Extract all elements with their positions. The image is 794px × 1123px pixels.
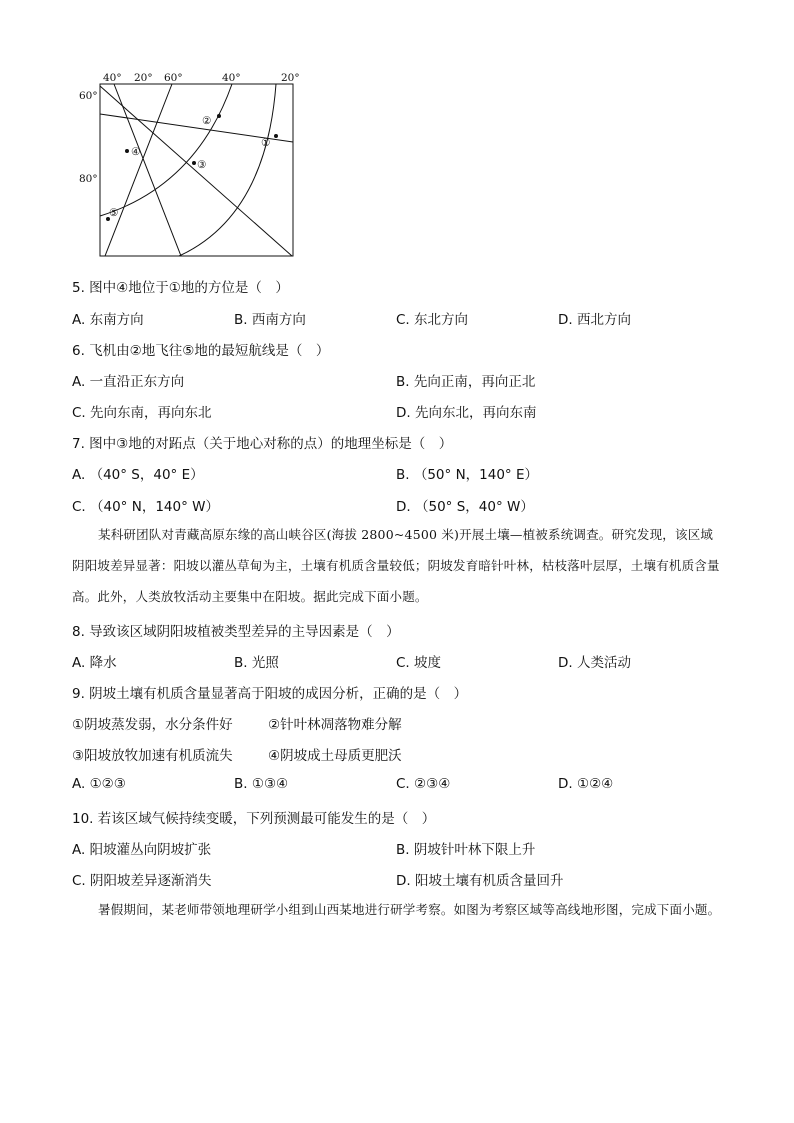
question-8-option-b: B. 光照 [234,655,279,671]
question-5-option-a: A. 东南方向 [72,312,144,328]
question-9-statement-2: ②针叶林凋落物难分解 [268,717,402,733]
question-9-statement-4: ④阴坡成土母质更肥沃 [268,748,402,764]
question-9-option-d: D. ①②④ [558,776,614,792]
point-3-label: ③ [197,159,207,171]
point-4-label: ④ [131,146,141,158]
question-10-stem: 10. 若该区域气候持续变暖，下列预测最可能发生的是（ ） [72,811,436,827]
question-10-option-b: B. 阴坡针叶林下限上升 [396,842,536,858]
meridian-1 [100,86,292,256]
parallel-2 [179,84,276,256]
question-9-option-b: B. ①③④ [234,776,289,792]
question-6-option-b: B. 先向正南，再向正北 [396,374,536,390]
question-9-option-c: C. ②③④ [396,776,451,792]
map-label-left-1: 60° [79,90,98,102]
question-8-option-c: C. 坡度 [396,655,442,671]
question-6-option-a: A. 一直沿正东方向 [72,374,185,390]
meridian-2 [114,84,181,256]
map-label-left-2: 80° [79,173,98,185]
point-5-label: ⑤ [109,207,119,219]
question-10-option-a: A. 阳坡灌丛向阴坡扩张 [72,842,212,858]
question-10-option-c: C. 阴阳坡差异逐渐消失 [72,873,212,889]
question-8-stem: 8. 导致该区域阴阳坡植被类型差异的主导因素是（ ） [72,624,400,640]
question-9-option-a: A. ①②③ [72,776,126,792]
question-10-option-d: D. 阳坡土壤有机质含量回升 [396,873,564,889]
point-2-label: ② [202,115,212,127]
question-7-option-a: A. （40° S，40° E） [72,467,204,483]
question-5-option-c: C. 东北方向 [396,312,469,328]
question-5-option-d: D. 西北方向 [558,312,631,328]
question-6-stem: 6. 飞机由②地飞往⑤地的最短航线是（ ） [72,343,330,359]
question-9-stem: 9. 阴坡土壤有机质含量显著高于阳坡的成因分析，正确的是（ ） [72,686,468,702]
point-2-dot [217,114,221,118]
graticule-map [76,66,306,262]
passage-field-trip: 暑假期间，某老师带领地理研学小组到山西某地进行研学考察。如图为考察区域等高线地形图，完成下面小题。 [98,902,721,917]
question-8-option-d: D. 人类活动 [558,655,631,671]
question-8-option-a: A. 降水 [72,655,117,671]
question-7-option-c: C. （40° N，140° W） [72,499,219,515]
meridian-4 [105,84,172,256]
question-7-option-d: D. （50° S，40° W） [396,499,534,515]
question-9-statement-1: ①阴坡蒸发弱，水分条件好 [72,717,233,733]
question-7-stem: 7. 图中③地的对跖点（关于地心对称的点）的地理坐标是（ ） [72,436,453,452]
point-3-dot [192,161,196,165]
question-6-option-d: D. 先向东北，再向东南 [396,405,537,421]
question-5-stem: 5. 图中④地位于①地的方位是（ ） [72,280,289,296]
map-label-top-2: 20° [134,72,153,84]
passage-soil-vegetation: 某科研团队对青藏高原东缘的高山峡谷区(海拔 2800~4500 米)开展土壤—植被系统调查。研究发现，该区域阴阳坡差异显著：阳坡以灌丛草甸为主，土壤有机质含量较低；阴坡发育暗针叶林，枯枝落叶层厚，土壤有机质含量高。此外，人类放牧活动主要集中在阳坡。据此完成下面小题。 [72,527,720,604]
map-label-top-5: 20° [281,72,300,84]
question-9-statement-3: ③阳坡放牧加速有机质流失 [72,748,233,764]
point-4-dot [125,149,129,153]
question-6-option-c: C. 先向东南，再向东北 [72,405,212,421]
point-1-dot [274,134,278,138]
map-label-top-1: 40° [103,72,122,84]
question-7-option-b: B. （50° N，140° E） [396,467,539,483]
map-label-top-4: 40° [222,72,241,84]
map-label-top-3: 60° [164,72,183,84]
question-5-option-b: B. 西南方向 [234,312,306,328]
point-1-label: ① [261,137,271,149]
